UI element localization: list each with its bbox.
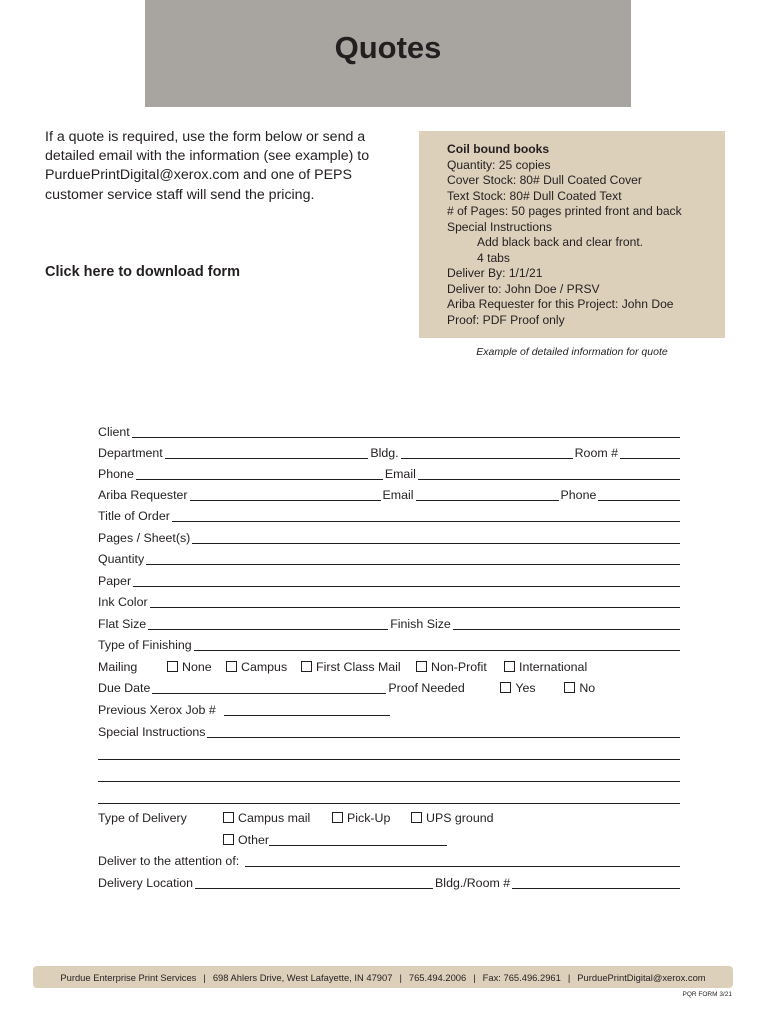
mailing-label: Mailing — [98, 660, 138, 674]
finishing-row — [98, 635, 682, 653]
size-row — [98, 614, 682, 632]
example-line: Ariba Requester for this Project: John Doe — [447, 297, 674, 311]
example-title: Coil bound books — [447, 142, 550, 156]
client-field[interactable] — [132, 425, 680, 438]
department-field[interactable] — [165, 446, 369, 459]
title-of-order-label: Title of Order — [98, 509, 170, 523]
example-line: # of Pages: 50 pages printed front and back — [447, 204, 682, 218]
bldg-field[interactable] — [401, 446, 573, 459]
checkbox-icon[interactable] — [411, 812, 422, 823]
phone-label-2: Phone — [560, 488, 597, 502]
pages-row — [98, 528, 682, 546]
mailing-option-campus[interactable]: Campus — [226, 660, 301, 675]
checkbox-icon[interactable] — [223, 812, 234, 823]
footer-org: Purdue Enterprise Print Services — [60, 971, 197, 983]
pages-sheets-field[interactable] — [192, 531, 680, 544]
department-label: Department — [98, 446, 163, 460]
delivery-other-row — [98, 830, 682, 848]
download-form-link[interactable]: Click here to download form — [45, 264, 240, 280]
attention-row — [98, 851, 682, 869]
title-row — [98, 506, 682, 524]
header-band — [145, 0, 631, 107]
special-instructions-line — [98, 766, 682, 784]
delivery-option-campus-mail[interactable]: Campus mail — [223, 811, 332, 826]
checkbox-icon[interactable] — [332, 812, 343, 823]
deliver-attention-field[interactable] — [245, 854, 680, 867]
delivery-location-label: Delivery Location — [98, 876, 194, 890]
special-instructions-field-2[interactable] — [98, 747, 680, 760]
footer-address: 698 Ahlers Drive, West Lafayette, IN 47907 — [212, 971, 393, 983]
bldg-room-label: Bldg./Room # — [435, 876, 511, 890]
special-instructions-row — [98, 722, 682, 740]
department-row — [98, 443, 682, 461]
due-date-row — [98, 678, 682, 696]
example-line: Deliver By: 1/1/21 — [447, 266, 543, 280]
footer-separator: | — [567, 971, 571, 983]
email-field[interactable] — [418, 467, 680, 480]
email-label: Email — [384, 467, 416, 481]
proof-option-no[interactable]: No — [564, 681, 595, 696]
flat-size-field[interactable] — [148, 617, 388, 630]
mailing-row — [98, 657, 682, 675]
paper-row — [98, 571, 682, 589]
special-instructions-line — [98, 744, 682, 762]
pages-sheets-label: Pages / Sheet(s) — [98, 531, 191, 545]
phone-field-2[interactable] — [598, 488, 680, 501]
mailing-option-international[interactable]: International — [504, 660, 587, 675]
mailing-option-none[interactable]: None — [167, 660, 226, 675]
quantity-row — [98, 549, 682, 567]
ink-color-label: Ink Color — [98, 595, 148, 609]
example-line: Proof: PDF Proof only — [447, 312, 565, 327]
title-of-order-field[interactable] — [172, 509, 680, 522]
intro-text: If a quote is required, use the form below or send a detailed email with the information (see example) to PurduePrintDigital@xerox.com and one of PEPS customer service staff will send the pricing. — [45, 129, 370, 203]
footer-fax: Fax: 765.496.2961 — [482, 971, 561, 983]
due-date-field[interactable] — [152, 681, 386, 694]
deliver-attention-label: Deliver to the attention of: — [98, 854, 240, 868]
footer-phone: 765.494.2006 — [408, 971, 467, 983]
ariba-row — [98, 485, 682, 503]
delivery-option-ups-ground[interactable]: UPS ground — [411, 811, 494, 826]
mailing-option-first-class[interactable]: First Class Mail — [301, 660, 416, 675]
phone-email-row — [98, 464, 682, 482]
example-line: Cover Stock: 80# Dull Coated Cover — [447, 173, 642, 187]
example-line: 4 tabs — [477, 250, 510, 265]
flat-size-label: Flat Size — [98, 617, 147, 631]
previous-job-row — [98, 700, 682, 718]
delivery-row — [98, 808, 682, 826]
example-line: Quantity: 25 copies — [447, 157, 551, 172]
previous-xerox-job-label: Previous Xerox Job # — [98, 703, 216, 717]
quantity-label: Quantity — [98, 552, 145, 566]
delivery-option-other[interactable]: Other — [223, 833, 269, 848]
bldg-label: Bldg. — [370, 446, 399, 460]
special-instructions-label: Special Instructions — [98, 725, 206, 739]
location-row — [98, 873, 682, 891]
example-line: Special Instructions — [447, 219, 552, 234]
example-caption: Example of detailed information for quote — [476, 346, 668, 358]
example-line: Add black back and clear front. — [477, 235, 644, 249]
checkbox-icon[interactable] — [301, 661, 312, 672]
proof-needed-label: Proof Needed — [388, 681, 465, 695]
ink-color-field[interactable] — [150, 595, 680, 608]
checkbox-icon[interactable] — [504, 661, 515, 672]
client-row — [98, 422, 682, 440]
ariba-requester-label: Ariba Requester — [98, 488, 188, 502]
previous-xerox-job-field[interactable] — [224, 703, 390, 716]
special-instructions-field-3[interactable] — [98, 769, 680, 782]
paper-label: Paper — [98, 574, 132, 588]
footer-separator: | — [203, 971, 206, 983]
example-line: Deliver to: John Doe / PRSV — [447, 281, 600, 296]
type-of-delivery-label: Type of Delivery — [98, 811, 187, 825]
footer-separator: | — [399, 971, 402, 983]
ink-row — [98, 592, 682, 610]
finish-size-label: Finish Size — [390, 617, 451, 631]
example-line: Text Stock: 80# Dull Coated Text — [447, 188, 622, 203]
checkbox-icon[interactable] — [416, 661, 427, 672]
example-box — [419, 131, 725, 338]
phone-field[interactable] — [136, 467, 383, 480]
footer-email[interactable]: PurduePrintDigital@xerox.com — [577, 971, 706, 983]
phone-label: Phone — [98, 467, 134, 481]
bldg-room-field[interactable] — [512, 876, 680, 889]
page-title: Quotes — [334, 30, 442, 65]
delivery-option-pick-up[interactable]: Pick-Up — [332, 811, 411, 826]
email-field-2[interactable] — [416, 488, 559, 501]
checkbox-icon[interactable] — [500, 682, 511, 693]
delivery-location-field[interactable] — [195, 876, 433, 889]
due-date-label: Due Date — [98, 681, 151, 695]
paper-field[interactable] — [133, 574, 680, 587]
checkbox-icon[interactable] — [226, 661, 237, 672]
proof-option-yes[interactable]: Yes — [500, 681, 564, 696]
quantity-field[interactable] — [146, 552, 680, 565]
type-of-finishing-field[interactable] — [194, 638, 680, 651]
room-field[interactable] — [620, 446, 680, 459]
finish-size-field[interactable] — [453, 617, 680, 630]
form-code: PQR FORM 3/21 — [682, 991, 732, 998]
checkbox-icon[interactable] — [223, 834, 234, 845]
delivery-other-field[interactable] — [269, 833, 447, 846]
footer-band — [33, 966, 733, 988]
type-of-finishing-label: Type of Finishing — [98, 638, 192, 652]
client-label: Client — [98, 425, 130, 439]
checkbox-icon[interactable] — [564, 682, 575, 693]
room-label: Room # — [574, 446, 618, 460]
special-instructions-line — [98, 788, 682, 806]
ariba-requester-field[interactable] — [190, 488, 381, 501]
special-instructions-field[interactable] — [207, 725, 680, 738]
mailing-option-non-profit[interactable]: Non-Profit — [416, 660, 504, 675]
footer-separator: | — [473, 971, 476, 983]
email-label-2: Email — [382, 488, 414, 502]
special-instructions-field-4[interactable] — [98, 791, 680, 804]
checkbox-icon[interactable] — [167, 661, 178, 672]
